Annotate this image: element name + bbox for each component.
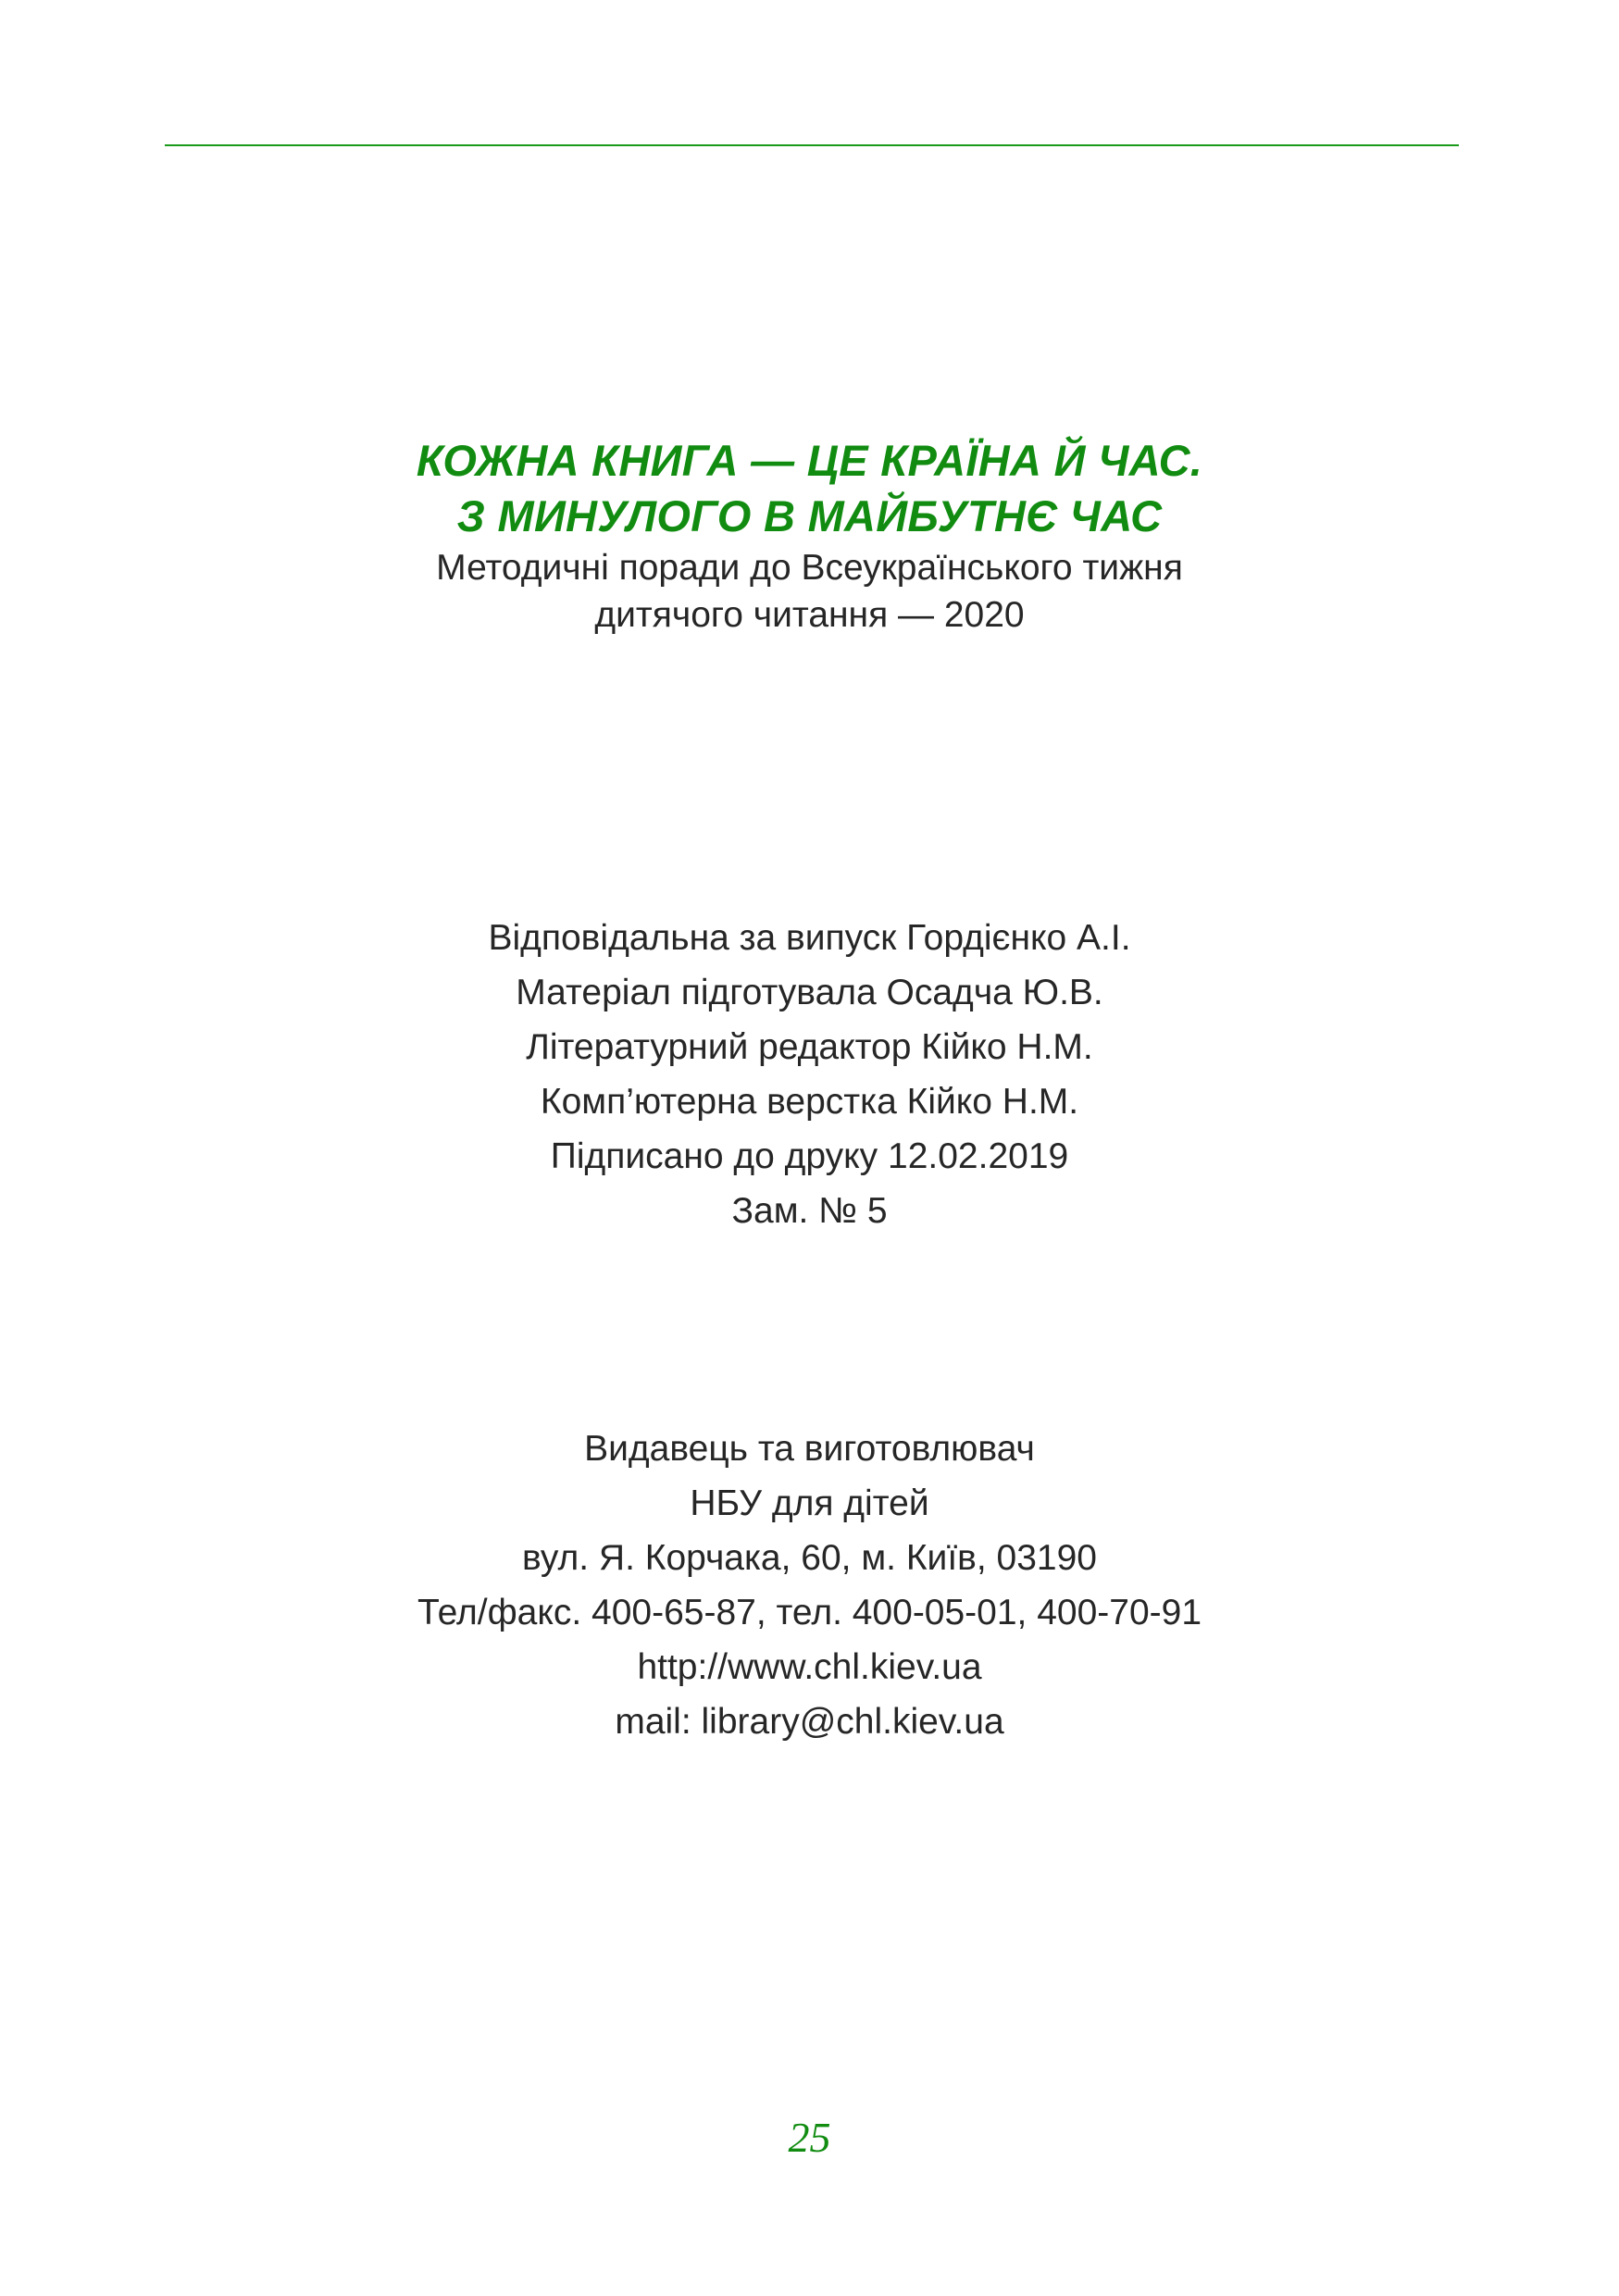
credit-editor: Літературний редактор Кійко Н.М. [526,1027,1093,1067]
publisher-website: http://www.chl.kiev.ua [637,1647,982,1687]
header-rule [165,144,1459,146]
publisher-email: mail: library@chl.kiev.ua [615,1702,1004,1742]
publisher-block [0,1421,1619,1749]
title-block [0,433,1619,639]
credit-responsible: Відповідальна за випуск Гордієнко А.І. [488,918,1131,958]
credit-layout: Комп’ютерна верстка Кійко Н.М. [540,1082,1079,1122]
publisher-heading: Видавець та виготовлювач [584,1429,1035,1469]
document-title-line-1: КОЖНА КНИГА — ЦЕ КРАЇНА Й ЧАС. [416,436,1203,485]
publisher-address: вул. Я. Корчака, 60, м. Київ, 03190 [521,1538,1097,1578]
credit-author: Матеріал підготувала Осадча Ю.В. [516,973,1103,1012]
publisher-name: НБУ для дітей [690,1483,929,1523]
document-subtitle-line-2: дитячого читання — 2020 [594,595,1025,635]
credit-signed-date: Підписано до друку 12.02.2019 [550,1136,1069,1176]
page-number: 25 [788,2114,831,2161]
publisher-phones: Тел/факс. 400-65-87, тел. 400-05-01, 400-70-91 [417,1593,1202,1632]
document-subtitle-line-1: Методичні поради до Всеукраїнського тижня [436,548,1183,588]
document-title-line-2: З МИНУЛОГО В МАЙБУТНЄ ЧАС [456,491,1163,540]
credits-block [0,911,1619,1238]
credit-order-number: Зам. № 5 [731,1191,888,1231]
